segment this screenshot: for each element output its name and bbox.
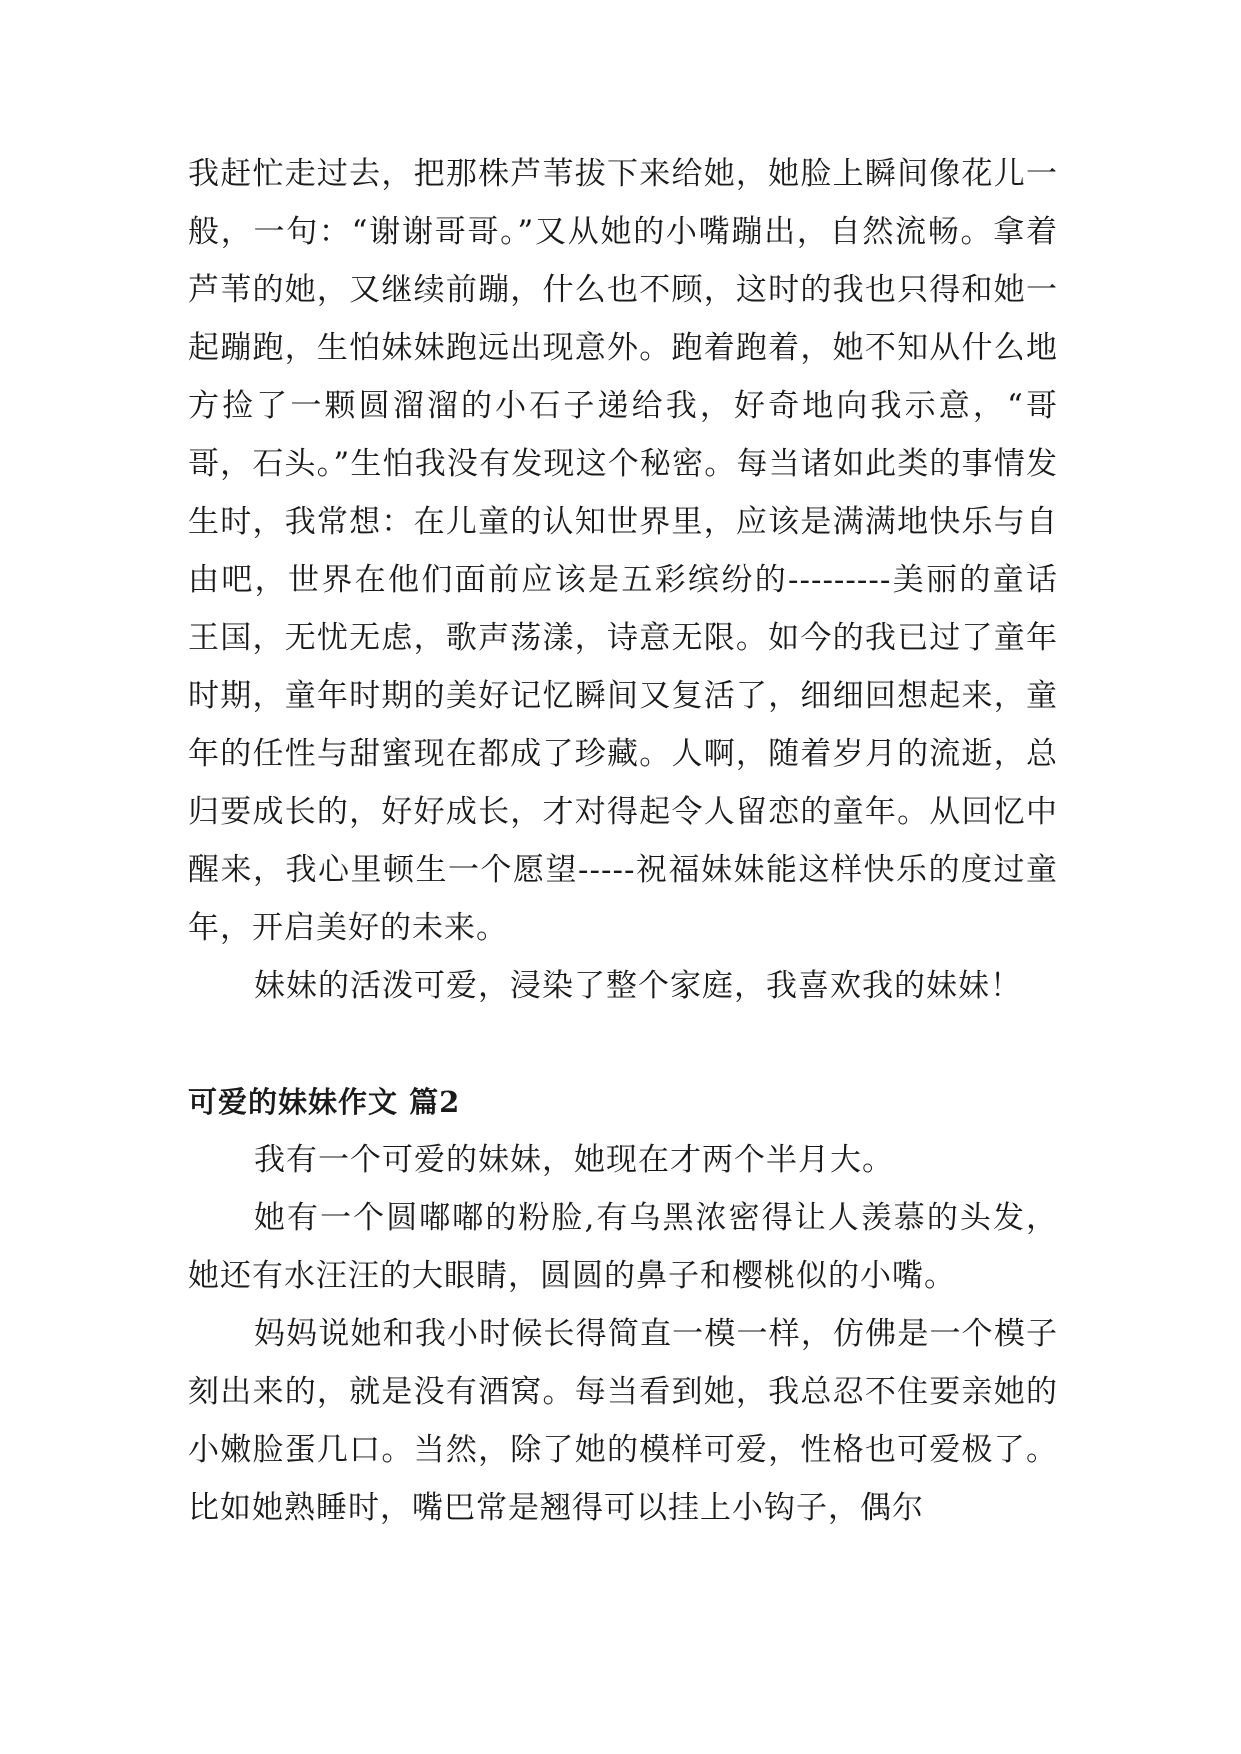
essay2-paragraph-3: 妈妈说她和我小时候长得简直一模一样，仿佛是一个模子刻出来的，就是没有酒窝。每当看到她，我总忍不住要亲她的小嫩脸蛋几口。当然，除了她的模样可爱，性格也可爱极了。比如她熟睡时，嘴巴常是翘得可以挂上小钩子，偶尔 (188, 1316, 1058, 1526)
essay2-paragraph-2: 她有一个圆嘟嘟的粉脸,有乌黑浓密得让人羡慕的头发，她还有水汪汪的大眼睛，圆圆的鼻子和樱桃似的小嘴。 (188, 1200, 1058, 1294)
essay1-paragraph-2: 妹妹的活泼可爱，浸染了整个家庭，我喜欢我的妹妹！ (254, 968, 1022, 1004)
document-page (188, 145, 1058, 1537)
essay2-paragraph-1: 我有一个可爱的妹妹，她现在才两个半月大。 (254, 1142, 894, 1178)
essay2-heading: 可爱的妹妹作文 篇2 (188, 1085, 461, 1119)
essay1-paragraph-1: 我赶忙走过去，把那株芦苇拔下来给她，她脸上瞬间像花儿一般，一句：“谢谢哥哥。”又从她的小嘴蹦出，自然流畅。拿着芦苇的她，又继续前蹦，什么也不顾，这时的我也只得和她一起蹦跑，生怕妹妹跑远出现意外。跑着跑着，她不知从什么地方捡了一颗圆溜溜的小石子递给我，好奇地向我示意，“哥哥，石头。”生怕我没有发现这个秘密。每当诸如此类的事情发生时，我常想：在儿童的认知世界里，应该是满满地快乐与自由吧，世界在他们面前应该是五彩缤纷的---------美丽的童话王国，无忧无虑，歌声荡漾，诗意无限。如今的我已过了童年时期，童年时期的美好记忆瞬间又复活了，细细回想起来，童年的任性与甜蜜现在都成了珍藏。人啊，随着岁月的流逝，总归要成长的，好好成长，才对得起令人留恋的童年。从回忆中醒来，我心里顿生一个愿望-----祝福妹妹能这样快乐的度过童年，开启美好的未来。 (188, 156, 1058, 946)
